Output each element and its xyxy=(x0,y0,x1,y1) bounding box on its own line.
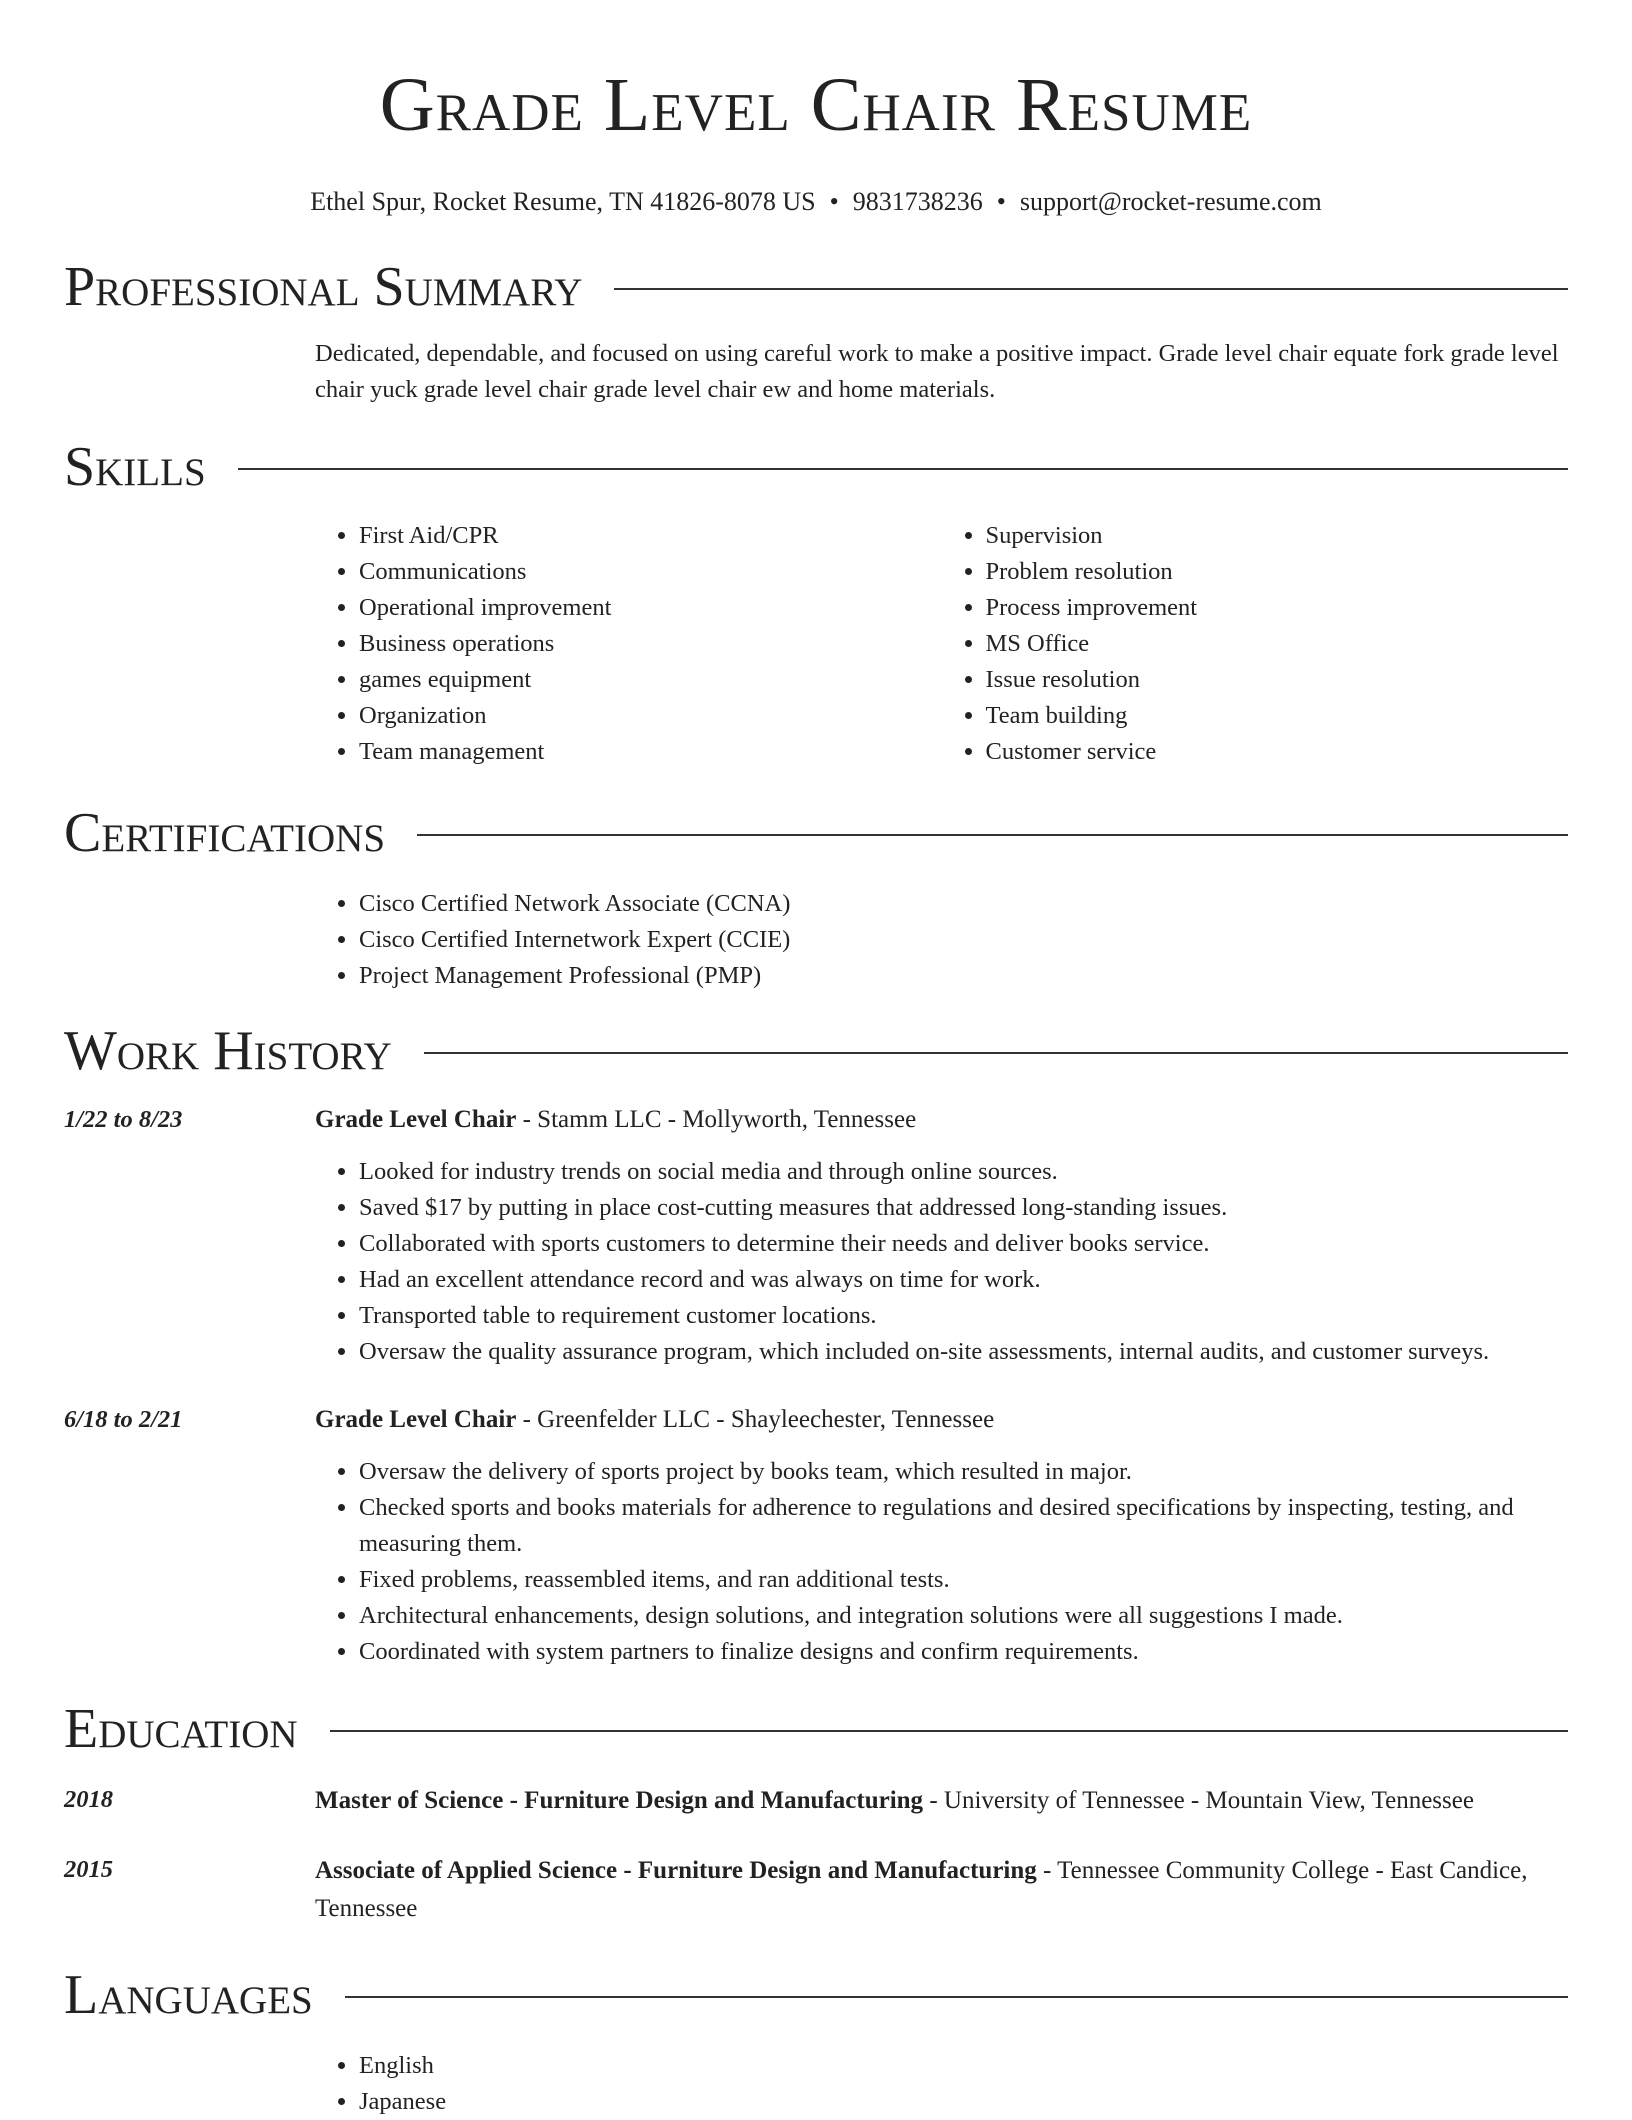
job-heading xyxy=(315,1402,1568,1438)
education-degree: Master of Science - Furniture Design and Manufacturing xyxy=(315,1787,924,1814)
skill-item: • Business operations xyxy=(359,626,942,662)
languages-body xyxy=(315,2048,1568,2120)
contact-address: Ethel Spur, Rocket Resume, TN 41826-8078 US xyxy=(310,187,816,216)
job-body xyxy=(315,1402,1568,1670)
summary-text: Dedicated, dependable, and focused on using careful work to make a positive impact. Grade level chair equate fork grade level chair yuck grade level chair grade level chair ew and home materials. xyxy=(315,340,1559,403)
education-entry xyxy=(64,1852,1568,1928)
language-item: • English xyxy=(359,2048,1568,2084)
skill-item: • Problem resolution xyxy=(986,554,1569,590)
section-header xyxy=(64,1692,1568,1766)
job-bullet: • Oversaw the delivery of sports project by books team, which resulted in major. xyxy=(359,1454,1568,1490)
job-bullet: • Oversaw the quality assurance program, which included on-site assessments, internal audits, and customer surveys. xyxy=(359,1334,1568,1370)
skill-item: • Communications xyxy=(359,554,942,590)
section-title-summary: Professional Summary xyxy=(64,256,583,318)
contact-line xyxy=(64,186,1568,218)
job-bullet: • Looked for industry trends on social media and through online sources. xyxy=(359,1154,1568,1190)
job-dates: 6/18 to 2/21 xyxy=(64,1406,183,1433)
skill-item: • First Aid/CPR xyxy=(359,518,942,554)
contact-separator: • xyxy=(829,187,839,216)
section-rule xyxy=(417,834,1568,836)
section-rule xyxy=(424,1052,1568,1054)
job-title: Grade Level Chair xyxy=(315,1106,517,1133)
section-rule xyxy=(345,1996,1568,1998)
languages-list xyxy=(315,2048,1568,2120)
job-bullet: • Transported table to requirement customer locations. xyxy=(359,1298,1568,1334)
education-entry xyxy=(64,1782,1568,1820)
job-title: Grade Level Chair xyxy=(315,1406,517,1433)
section-title-work-history: Work History xyxy=(64,1020,392,1082)
education-heading xyxy=(315,1782,1568,1820)
section-title-certifications: Certifications xyxy=(64,802,386,864)
section-rule xyxy=(614,288,1568,290)
education-section xyxy=(64,1692,1568,1928)
section-rule xyxy=(238,468,1568,470)
skill-item: • Operational improvement xyxy=(359,590,942,626)
skill-item: • Issue resolution xyxy=(986,662,1569,698)
certifications-list xyxy=(315,886,1568,994)
section-header xyxy=(64,430,1568,504)
section-title-languages: Languages xyxy=(64,1964,313,2026)
job-entry xyxy=(64,1402,1568,1670)
job-bullet: • Fixed problems, reassembled items, and ran additional tests. xyxy=(359,1562,1568,1598)
job-company: - Stamm LLC - Mollyworth, Tennessee xyxy=(516,1106,917,1133)
section-rule xyxy=(330,1730,1568,1732)
job-entry xyxy=(64,1102,1568,1370)
summary-section xyxy=(64,250,1568,408)
skill-item: • Process improvement xyxy=(986,590,1569,626)
job-heading xyxy=(315,1102,1568,1138)
language-item: • Japanese xyxy=(359,2084,1568,2120)
skill-item: • Organization xyxy=(359,698,942,734)
section-title-education: Education xyxy=(64,1698,298,1760)
skill-item: • Team management xyxy=(359,734,942,770)
certification-item: • Cisco Certified Internetwork Expert (CCIE) xyxy=(359,922,1568,958)
job-bullet: • Checked sports and books materials for adherence to regulations and desired specifications by inspecting, testing, and measuring them. xyxy=(359,1490,1568,1562)
education-year: 2015 xyxy=(64,1856,113,1883)
work-history-section xyxy=(64,1014,1568,1670)
section-header xyxy=(64,1958,1568,2032)
job-bullets xyxy=(315,1154,1568,1370)
languages-section xyxy=(64,1958,1568,2120)
job-bullet: • Coordinated with system partners to finalize designs and confirm requirements. xyxy=(359,1634,1568,1670)
certification-item: • Project Management Professional (PMP) xyxy=(359,958,1568,994)
job-company: - Greenfelder LLC - Shayleechester, Tennessee xyxy=(516,1406,995,1433)
certification-item: • Cisco Certified Network Associate (CCNA) xyxy=(359,886,1568,922)
contact-phone: 9831738236 xyxy=(852,187,983,216)
skills-columns xyxy=(315,518,1568,770)
section-title-skills: Skills xyxy=(64,436,206,498)
skill-item: • Team building xyxy=(986,698,1569,734)
section-header xyxy=(64,796,1568,870)
contact-separator: • xyxy=(996,187,1006,216)
education-school: - Tennessee Community College - East Candice, Tennessee xyxy=(315,1857,1528,1922)
skills-section xyxy=(64,430,1568,770)
skill-item: • MS Office xyxy=(986,626,1569,662)
job-bullet: • Saved $17 by putting in place cost-cutting measures that addressed long-standing issues. xyxy=(359,1190,1568,1226)
job-bullet: • Had an excellent attendance record and was always on time for work. xyxy=(359,1262,1568,1298)
certifications-section xyxy=(64,796,1568,994)
education-heading xyxy=(315,1852,1568,1928)
skill-item: • Supervision xyxy=(986,518,1569,554)
education-degree: Associate of Applied Science - Furniture Design and Manufacturing xyxy=(315,1857,1037,1884)
skills-list-left xyxy=(315,518,942,770)
education-year: 2018 xyxy=(64,1786,113,1813)
job-bullet: • Architectural enhancements, design solutions, and integration solutions were all suggestions I made. xyxy=(359,1598,1568,1634)
skill-item: • Customer service xyxy=(986,734,1569,770)
job-bullet: • Collaborated with sports customers to determine their needs and deliver books service. xyxy=(359,1226,1568,1262)
education-school: - University of Tennessee - Mountain View, Tennessee xyxy=(923,1787,1474,1814)
job-dates: 1/22 to 8/23 xyxy=(64,1106,183,1133)
skill-item: • games equipment xyxy=(359,662,942,698)
skills-list-right xyxy=(942,518,1569,770)
job-bullets xyxy=(315,1454,1568,1670)
certifications-body xyxy=(315,886,1568,994)
section-header xyxy=(64,250,1568,324)
resume-title: Grade Level Chair Resume xyxy=(379,63,1253,147)
contact-email: support@rocket-resume.com xyxy=(1019,187,1322,216)
section-header xyxy=(64,1014,1568,1088)
job-body xyxy=(315,1102,1568,1370)
